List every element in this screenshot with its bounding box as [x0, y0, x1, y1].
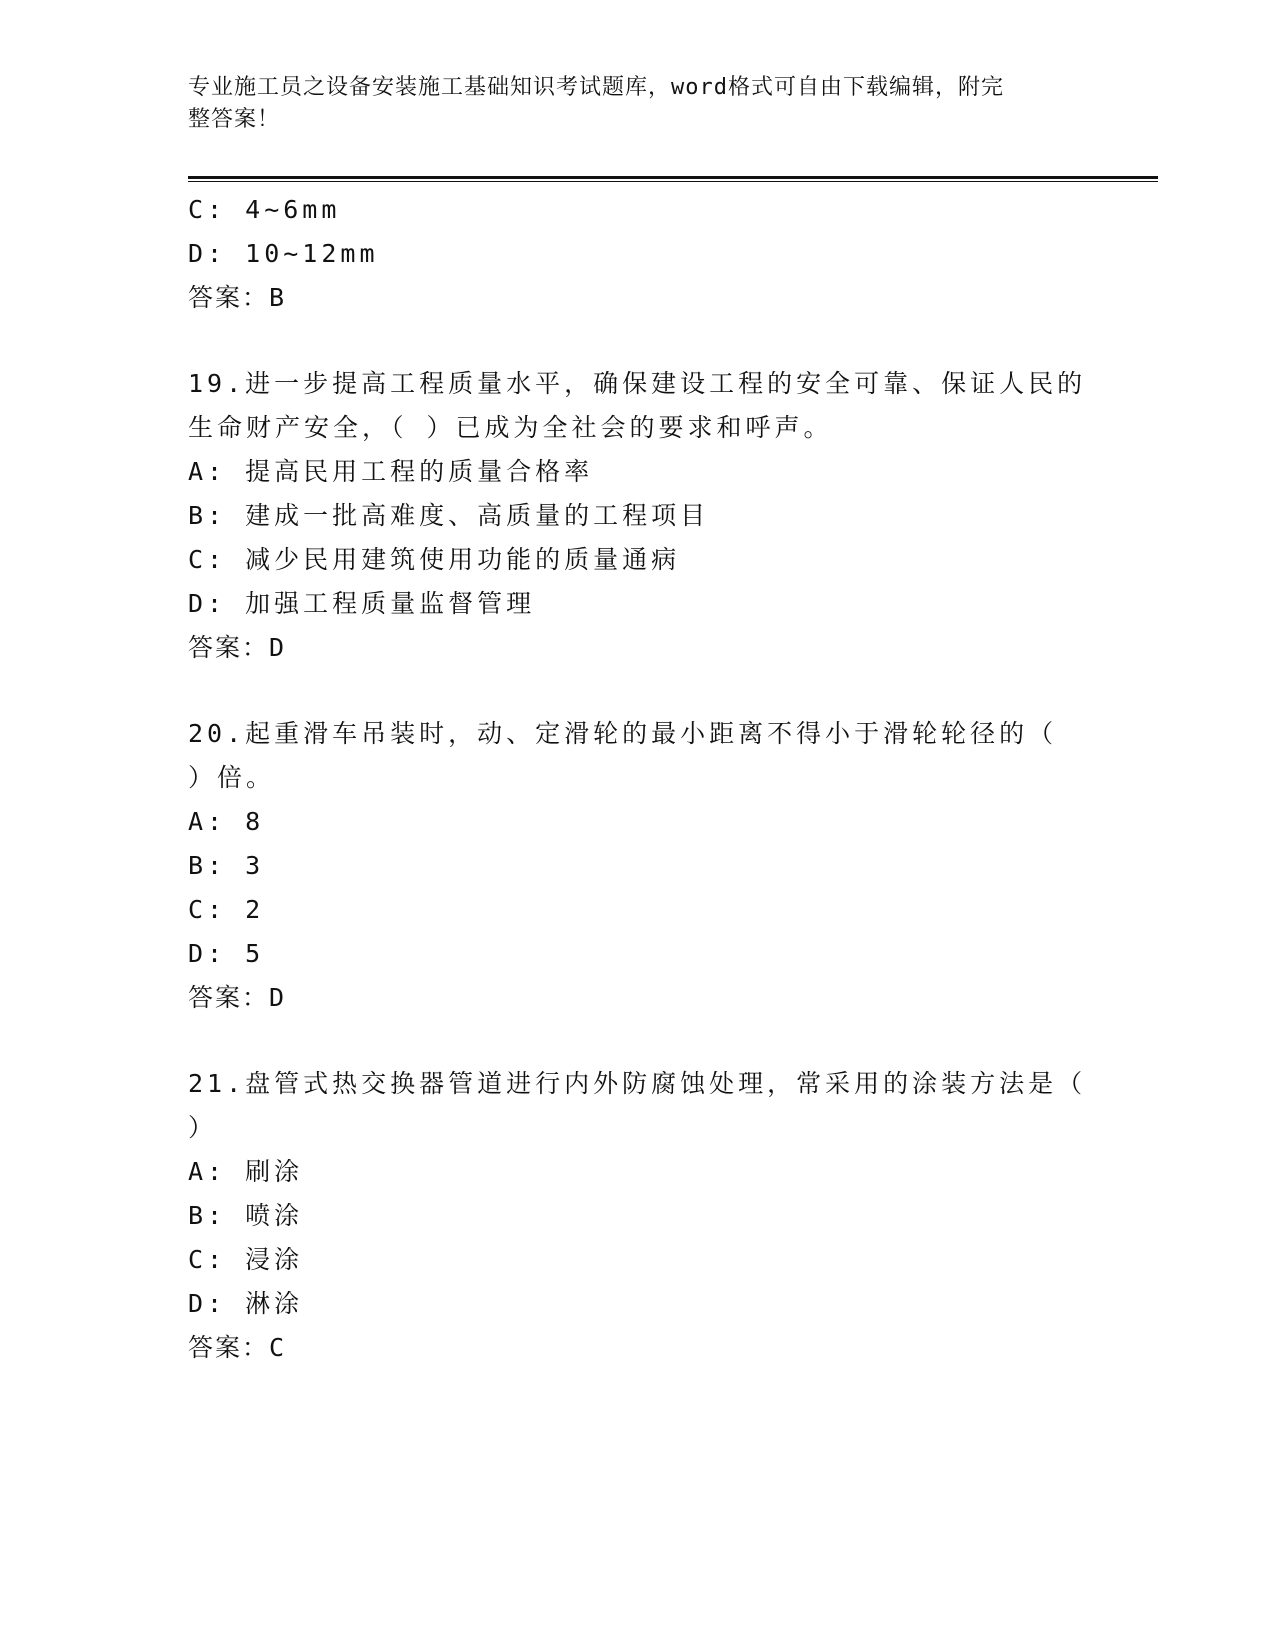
q21-stem-line-2: ）: [188, 1113, 218, 1142]
q21-stem-line-1: 21.盘管式热交换器管道进行内外防腐蚀处理，常采用的涂装方法是（: [188, 1069, 1087, 1098]
header-line-1: 专业施工员之设备安装施工基础知识考试题库，word格式可自由下载编辑，附完: [188, 75, 1004, 100]
q19-answer: 答案：D: [188, 633, 287, 662]
q20-option-b: B: 3: [188, 851, 265, 880]
q19-option-a: A: 提高民用工程的质量合格率: [188, 457, 594, 486]
header-divider-thin: [188, 181, 1158, 182]
q20-option-d: D: 5: [188, 939, 265, 968]
q20-stem-line-2: ）倍。: [188, 763, 276, 792]
q20-option-a: A: 8: [188, 807, 265, 836]
prev-option-d: D: 10~12mm: [188, 239, 379, 268]
q21-option-c: C: 浸涂: [188, 1245, 304, 1274]
q20-stem-line-1: 20.起重滑车吊装时，动、定滑轮的最小距离不得小于滑轮轮径的（: [188, 719, 1058, 748]
document-header: [188, 72, 1068, 136]
q19-stem-line-2: 生命财产安全，（ ）已成为全社会的要求和呼声。: [188, 413, 833, 442]
prev-option-c: C: 4~6mm: [188, 195, 341, 224]
q20-option-c: C: 2: [188, 895, 265, 924]
q21-option-d: D: 淋涂: [188, 1289, 304, 1318]
q20-answer: 答案：D: [188, 983, 287, 1012]
q19-stem-line-1: 19.进一步提高工程质量水平，确保建设工程的安全可靠、保证人民的: [188, 369, 1087, 398]
q19-option-c: C: 减少民用建筑使用功能的质量通病: [188, 545, 681, 574]
q21-answer: 答案：C: [188, 1333, 287, 1362]
q21-option-b: B: 喷涂: [188, 1201, 304, 1230]
prev-answer: 答案：B: [188, 283, 287, 312]
header-divider: [188, 176, 1158, 179]
q19-option-b: B: 建成一批高难度、高质量的工程项目: [188, 501, 710, 530]
q19-option-d: D: 加强工程质量监督管理: [188, 589, 536, 618]
header-line-2: 整答案！: [188, 107, 281, 132]
q21-option-a: A: 刷涂: [188, 1157, 304, 1186]
